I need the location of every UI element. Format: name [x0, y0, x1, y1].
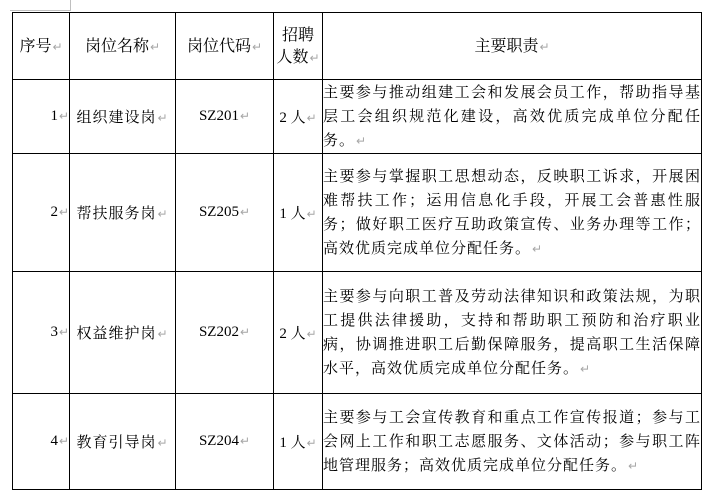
- hiring-count-cell: 1 人↵: [274, 394, 323, 490]
- paragraph-mark: ↵: [149, 39, 161, 54]
- duty-cell: 主要参与推动组建工会和发展会员工作，帮助指导基层工会组织规范化建设，高效优质完成单位分配任务。↵: [323, 80, 702, 154]
- table-header-row: [13, 13, 702, 80]
- hiring-count-cell: 2 人↵: [274, 272, 323, 394]
- hiring-count-cell: 1 人↵: [274, 154, 323, 272]
- position-name-cell: 权益维护岗↵: [70, 272, 176, 394]
- position-code-cell: SZ202↵: [176, 272, 274, 394]
- paragraph-mark: ↵: [157, 207, 169, 221]
- table-row: [13, 154, 702, 272]
- paragraph-mark: ↵: [239, 205, 251, 219]
- position-name-cell: 组织建设岗↵: [70, 80, 176, 154]
- seq-cell: 2↵: [13, 154, 70, 272]
- paragraph-mark: ↵: [356, 134, 368, 148]
- paragraph-mark: ↵: [239, 109, 251, 123]
- paragraph-mark: ↵: [539, 39, 550, 54]
- corner-crop-mark: [10, 0, 71, 11]
- paragraph-mark: ↵: [628, 459, 640, 473]
- position-code-cell: SZ205↵: [176, 154, 274, 272]
- paragraph-mark: ↵: [306, 111, 317, 125]
- table-row: [13, 80, 702, 154]
- header-position-name: 岗位名称↵: [70, 13, 176, 80]
- paragraph-mark: ↵: [239, 325, 251, 339]
- header-seq: 序号↵: [13, 13, 70, 80]
- seq-cell: 1↵: [13, 80, 70, 154]
- position-code-cell: SZ201↵: [176, 80, 274, 154]
- duty-cell: 主要参与掌握职工思想动态，反映职工诉求，开展困难帮扶工作；运用信息化手段，开展工会普惠性服务；做好职工医疗互助政策宣传、业务办理等工作；高效优质完成单位分配任务。↵: [323, 154, 702, 272]
- paragraph-mark: ↵: [157, 111, 169, 125]
- paragraph-mark: ↵: [239, 434, 251, 448]
- paragraph-mark: ↵: [58, 325, 69, 339]
- position-name-cell: 教育引导岗↵: [70, 394, 176, 490]
- paragraph-mark: ↵: [306, 207, 317, 221]
- hiring-count-cell: 2 人↵: [274, 80, 323, 154]
- header-hiring-count: 招聘 人数↵: [274, 13, 323, 80]
- paragraph-mark: ↵: [157, 327, 169, 341]
- paragraph-mark: ↵: [58, 109, 69, 123]
- header-position-code: 岗位代码↵: [176, 13, 274, 80]
- duty-cell: 主要参与向职工普及劳动法律知识和政策法规，为职工提供法律援助，支持和帮助职工预防和治疗职业病，协调推进职工后勤保障服务，提高职工生活保障水平，高效优质完成单位分配任务。↵: [323, 272, 702, 394]
- paragraph-mark: ↵: [58, 434, 69, 448]
- paragraph-mark: ↵: [251, 39, 263, 54]
- seq-cell: 4↵: [13, 394, 70, 490]
- header-main-duties: 主要职责↵: [323, 13, 702, 80]
- position-name-cell: 帮扶服务岗↵: [70, 154, 176, 272]
- paragraph-mark: ↵: [157, 436, 169, 450]
- table-row: [13, 394, 702, 490]
- seq-cell: 3↵: [13, 272, 70, 394]
- paragraph-mark: ↵: [58, 205, 69, 219]
- paragraph-mark: ↵: [309, 50, 320, 65]
- job-positions-table: [12, 12, 702, 490]
- paragraph-mark: ↵: [532, 242, 544, 256]
- position-code-cell: SZ204↵: [176, 394, 274, 490]
- paragraph-mark: ↵: [52, 39, 63, 54]
- duty-cell: 主要参与工会宣传教育和重点工作宣传报道；参与工会网上工作和职工志愿服务、文体活动；参与职工阵地管理服务；高效优质完成单位分配任务。↵: [323, 394, 702, 490]
- table-row: [13, 272, 702, 394]
- paragraph-mark: ↵: [306, 327, 317, 341]
- paragraph-mark: ↵: [580, 362, 592, 376]
- paragraph-mark: ↵: [306, 436, 317, 450]
